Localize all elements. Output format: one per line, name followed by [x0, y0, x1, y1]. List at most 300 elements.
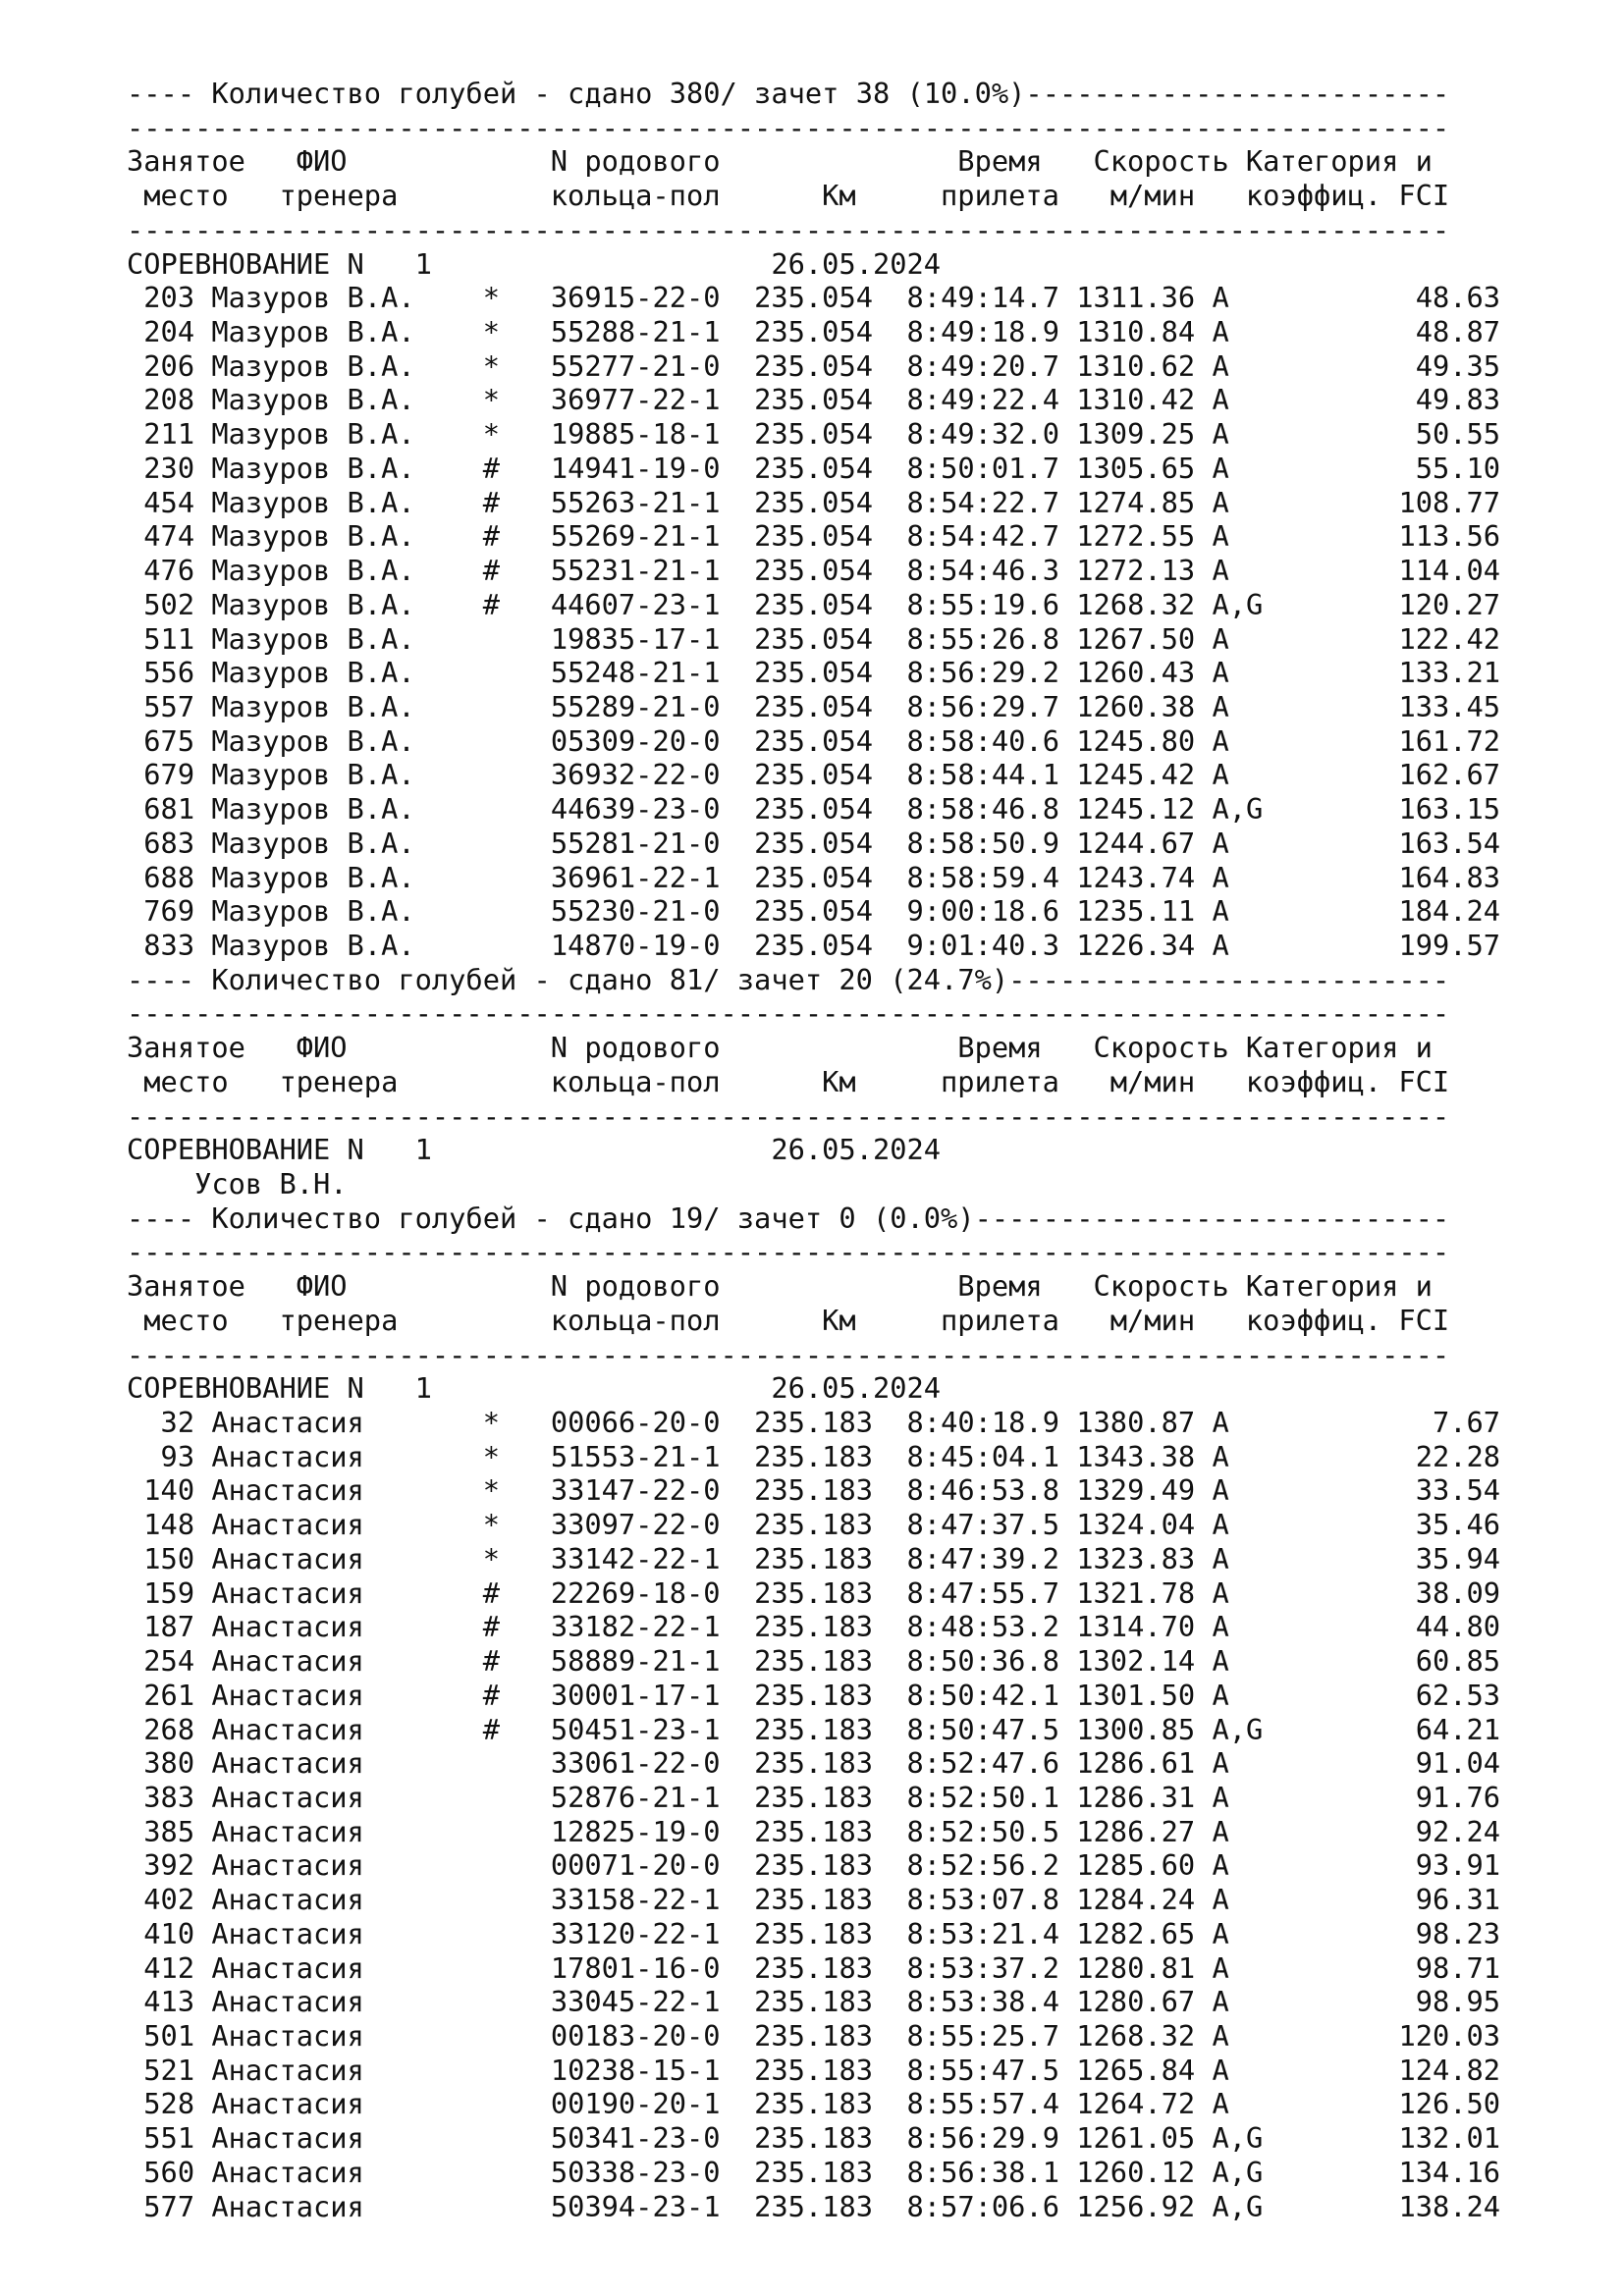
competition-date: 26.05.2024 — [771, 1133, 942, 1167]
arrival-time: 8:47:39.2 — [890, 1541, 1059, 1575]
arrival-time: 8:47:37.5 — [890, 1508, 1059, 1542]
category: A — [1212, 826, 1315, 860]
competition-line — [127, 247, 1500, 282]
mark: # — [482, 485, 551, 519]
speed: 1245.42 — [1076, 758, 1196, 792]
category: A — [1212, 1950, 1315, 1985]
ring-number: 55288-21-1 — [550, 315, 721, 349]
place: 148 — [127, 1508, 195, 1542]
mark: # — [482, 519, 551, 554]
mark: * — [482, 383, 551, 417]
arrival-time: 8:57:06.6 — [890, 2189, 1059, 2223]
speed: 1245.80 — [1076, 723, 1196, 758]
trainer-name: Мазуров В.А. — [211, 723, 483, 758]
fci-coefficient: 120.27 — [1314, 587, 1501, 621]
table-row — [127, 417, 1500, 452]
distance-km: 235.183 — [736, 2121, 873, 2156]
place: 159 — [127, 1575, 195, 1610]
ring-number: 33142-22-1 — [550, 1541, 721, 1575]
arrival-time: 8:50:47.5 — [890, 1712, 1059, 1746]
table-row — [127, 2190, 1500, 2224]
category: A — [1212, 1746, 1315, 1781]
place: 679 — [127, 758, 195, 792]
competition-line — [127, 1133, 1500, 1167]
table-row — [127, 383, 1500, 417]
distance-km: 235.183 — [736, 2155, 873, 2189]
arrival-time: 8:54:46.3 — [890, 554, 1059, 588]
competition-date: 26.05.2024 — [771, 1371, 942, 1406]
ring-number: 52876-21-1 — [550, 1780, 721, 1814]
fci-coefficient: 48.63 — [1314, 281, 1501, 315]
distance-km: 235.183 — [736, 1883, 873, 1917]
ring-number: 00066-20-0 — [550, 1406, 721, 1440]
distance-km: 235.183 — [736, 1916, 873, 1950]
fci-coefficient: 163.15 — [1314, 792, 1501, 827]
ring-number: 50341-23-0 — [550, 2121, 721, 2156]
arrival-time: 8:40:18.9 — [890, 1406, 1059, 1440]
category: A,G — [1212, 2189, 1315, 2223]
distance-km: 235.183 — [736, 1712, 873, 1746]
ring-number: 10238-15-1 — [550, 2053, 721, 2087]
table-row — [127, 894, 1500, 929]
table-row — [127, 1508, 1500, 1542]
table-row — [127, 1610, 1500, 1644]
distance-km: 235.054 — [736, 587, 873, 621]
distance-km: 235.054 — [736, 723, 873, 758]
category: A — [1212, 621, 1315, 656]
table-row — [127, 1746, 1500, 1781]
ring-number: 50394-23-1 — [550, 2189, 721, 2223]
mark — [483, 690, 551, 723]
table-row — [127, 2019, 1500, 2054]
counted-count: 20 — [839, 962, 873, 996]
arrival-time: 8:52:50.1 — [890, 1780, 1059, 1814]
summary-mid-label: / зачет — [703, 962, 839, 996]
summary-line: ---- Количество голубей - сдано 380/ зачет 38 (10.0%)------------------------- — [127, 77, 1450, 110]
table-row — [127, 315, 1500, 349]
table-row — [127, 1713, 1500, 1747]
trainer-name: Мазуров В.А. — [211, 451, 483, 485]
arrival-time: 8:52:47.6 — [890, 1746, 1059, 1781]
place: 383 — [127, 1780, 195, 1814]
fci-coefficient: 124.82 — [1314, 2053, 1501, 2087]
table-row — [127, 281, 1500, 315]
speed: 1260.43 — [1076, 656, 1196, 690]
arrival-time: 8:53:21.4 — [890, 1916, 1059, 1950]
separator-line: ------------------------------------------------------------------------------ — [127, 1337, 1450, 1371]
place: 560 — [127, 2155, 195, 2189]
column-headers-1: Занятое ФИО N родового Время Скорость Категория и — [127, 144, 1433, 179]
category: A — [1212, 281, 1315, 315]
distance-km: 235.054 — [736, 689, 873, 723]
table-row — [127, 1917, 1500, 1951]
arrival-time: 9:00:18.6 — [890, 894, 1059, 929]
trainer-name: Мазуров В.А. — [211, 348, 483, 383]
arrival-time: 8:58:59.4 — [890, 860, 1059, 894]
place: 681 — [127, 792, 195, 827]
arrival-time: 8:49:20.7 — [890, 348, 1059, 383]
place: 32 — [127, 1406, 195, 1440]
category: A — [1212, 894, 1315, 929]
mark — [483, 2156, 551, 2189]
arrival-time: 8:49:14.7 — [890, 281, 1059, 315]
fci-coefficient: 138.24 — [1314, 2189, 1501, 2223]
arrival-time: 8:54:42.7 — [890, 519, 1059, 554]
table-row — [127, 1781, 1500, 1815]
category: A — [1212, 451, 1315, 485]
mark: # — [482, 1644, 551, 1679]
speed: 1272.13 — [1076, 554, 1196, 588]
category: A — [1212, 1985, 1315, 2019]
category: A,G — [1212, 1712, 1315, 1746]
arrival-time: 8:47:55.7 — [890, 1575, 1059, 1610]
category: A — [1212, 1541, 1315, 1575]
speed: 1310.62 — [1076, 348, 1196, 383]
distance-km: 235.054 — [736, 894, 873, 929]
distance-km: 235.183 — [736, 1780, 873, 1814]
arrival-time: 8:55:19.6 — [890, 587, 1059, 621]
distance-km: 235.054 — [736, 656, 873, 690]
ring-number: 33158-22-1 — [550, 1883, 721, 1917]
mark — [483, 724, 551, 758]
ring-number: 33061-22-0 — [550, 1746, 721, 1781]
speed: 1260.38 — [1076, 689, 1196, 723]
trainer-name: Мазуров В.А. — [211, 689, 483, 723]
speed: 1321.78 — [1076, 1575, 1196, 1610]
fci-coefficient: 132.01 — [1314, 2121, 1501, 2156]
table-row — [127, 1644, 1500, 1679]
place: 474 — [127, 519, 195, 554]
fci-coefficient: 122.42 — [1314, 621, 1501, 656]
fci-coefficient: 98.95 — [1314, 1985, 1501, 2019]
competition-label: СОРЕВНОВАНИЕ N 1 — [127, 1371, 432, 1406]
ring-number: 44607-23-1 — [550, 587, 721, 621]
trainer-name: Анастасия — [211, 2189, 483, 2223]
ring-number: 33147-22-0 — [550, 1473, 721, 1508]
table-row — [127, 1883, 1500, 1917]
column-header-line-2 — [127, 1065, 1500, 1099]
distance-km: 235.183 — [736, 1644, 873, 1679]
category: A — [1212, 519, 1315, 554]
speed: 1301.50 — [1076, 1678, 1196, 1712]
ring-number: 30001-17-1 — [550, 1678, 721, 1712]
distance-km: 235.183 — [736, 1746, 873, 1781]
arrival-time: 8:49:18.9 — [890, 315, 1059, 349]
fci-coefficient: 33.54 — [1314, 1473, 1501, 1508]
speed: 1310.42 — [1076, 383, 1196, 417]
place: 833 — [127, 928, 195, 962]
ring-number: 00190-20-1 — [550, 2087, 721, 2121]
ring-number: 50338-23-0 — [550, 2155, 721, 2189]
speed: 1256.92 — [1076, 2189, 1196, 2223]
arrival-time: 8:45:04.1 — [890, 1439, 1059, 1473]
trainer-name: Анастасия — [211, 1473, 483, 1508]
place: 577 — [127, 2189, 195, 2223]
trainer-name: Анастасия — [211, 1746, 483, 1781]
sent-count: 380 — [669, 77, 721, 110]
speed: 1280.67 — [1076, 1985, 1196, 2019]
mark: # — [482, 1610, 551, 1644]
trainer-name: Анастасия — [211, 1610, 483, 1644]
arrival-time: 8:46:53.8 — [890, 1473, 1059, 1508]
separator-line: ------------------------------------------------------------------------------ — [127, 996, 1450, 1031]
distance-km: 235.054 — [736, 451, 873, 485]
mark — [483, 2087, 551, 2120]
category: A — [1212, 1916, 1315, 1950]
mark: * — [482, 1541, 551, 1575]
fci-coefficient: 91.76 — [1314, 1780, 1501, 1814]
distance-km: 235.183 — [736, 1814, 873, 1848]
speed: 1274.85 — [1076, 485, 1196, 519]
category: A — [1212, 1439, 1315, 1473]
table-row — [127, 588, 1500, 622]
speed: 1264.72 — [1076, 2087, 1196, 2121]
ring-number: 33097-22-0 — [550, 1508, 721, 1542]
trainer-name: Анастасия — [211, 2155, 483, 2189]
speed: 1314.70 — [1076, 1610, 1196, 1644]
distance-km: 235.183 — [736, 1610, 873, 1644]
mark: * — [482, 281, 551, 315]
place: 93 — [127, 1439, 195, 1473]
column-header-line-2 — [127, 179, 1500, 213]
category: A,G — [1212, 792, 1315, 827]
distance-km: 235.183 — [736, 2189, 873, 2223]
speed: 1268.32 — [1076, 2018, 1196, 2053]
speed: 1285.60 — [1076, 1848, 1196, 1883]
mark — [483, 1746, 551, 1780]
competition-label: СОРЕВНОВАНИЕ N 1 — [127, 1133, 432, 1167]
mark — [483, 622, 551, 656]
place: 675 — [127, 723, 195, 758]
fci-coefficient: 98.71 — [1314, 1950, 1501, 1985]
category: A — [1212, 2087, 1315, 2121]
counted-percent: (24.7%) — [890, 962, 1009, 996]
place: 402 — [127, 1883, 195, 1917]
trainer-name: Мазуров В.А. — [211, 894, 483, 929]
speed: 1244.67 — [1076, 826, 1196, 860]
speed: 1226.34 — [1076, 928, 1196, 962]
ring-number: 36961-22-1 — [550, 860, 721, 894]
trainer-name: Усов В.Н. — [194, 1167, 348, 1201]
arrival-time: 8:48:53.2 — [890, 1610, 1059, 1644]
column-header-line-1 — [127, 1269, 1500, 1304]
place: 187 — [127, 1610, 195, 1644]
place: 557 — [127, 689, 195, 723]
arrival-time: 8:50:36.8 — [890, 1644, 1059, 1679]
arrival-time: 8:53:38.4 — [890, 1985, 1059, 2019]
arrival-time: 8:58:40.6 — [890, 723, 1059, 758]
ring-number: 58889-21-1 — [550, 1644, 721, 1679]
table-row — [127, 1815, 1500, 1849]
place: 476 — [127, 554, 195, 588]
table-row — [127, 1679, 1500, 1713]
category: A — [1212, 1814, 1315, 1848]
mark — [483, 929, 551, 962]
ring-number: 17801-16-0 — [550, 1950, 721, 1985]
ring-number: 33045-22-1 — [550, 1985, 721, 2019]
category: A — [1212, 1610, 1315, 1644]
ring-number: 36915-22-0 — [550, 281, 721, 315]
ring-number: 05309-20-0 — [550, 723, 721, 758]
distance-km: 235.183 — [736, 1950, 873, 1985]
distance-km: 235.183 — [736, 1575, 873, 1610]
ring-number: 14870-19-0 — [550, 928, 721, 962]
speed: 1310.84 — [1076, 315, 1196, 349]
distance-km: 235.054 — [736, 519, 873, 554]
place: 769 — [127, 894, 195, 929]
ring-number: 55230-21-0 — [550, 894, 721, 929]
counted-percent: (0.0%) — [872, 1201, 975, 1235]
counted-count: 0 — [839, 1201, 856, 1235]
distance-km: 235.183 — [736, 1985, 873, 2019]
fci-coefficient: 164.83 — [1314, 860, 1501, 894]
column-headers-1: Занятое ФИО N родового Время Скорость Категория и — [127, 1031, 1433, 1065]
trainer-name: Анастасия — [211, 1985, 483, 2019]
table-row — [127, 1985, 1500, 2019]
category: A,G — [1212, 587, 1315, 621]
place: 521 — [127, 2053, 195, 2087]
mark — [483, 1781, 551, 1814]
trainer-name: Мазуров В.А. — [211, 656, 483, 690]
table-row — [127, 792, 1500, 827]
fci-coefficient: 64.21 — [1314, 1712, 1501, 1746]
ring-number: 50451-23-1 — [550, 1712, 721, 1746]
mark — [483, 1883, 551, 1916]
summary-label: ---- Количество голубей - сдано — [127, 962, 670, 996]
trainer-name: Мазуров В.А. — [211, 587, 483, 621]
ring-number: 14941-19-0 — [550, 451, 721, 485]
speed: 1324.04 — [1076, 1508, 1196, 1542]
fci-coefficient: 35.46 — [1314, 1508, 1501, 1542]
trainer-name: Анастасия — [211, 1848, 483, 1883]
arrival-time: 8:52:50.5 — [890, 1814, 1059, 1848]
ring-number: 44639-23-0 — [550, 792, 721, 827]
fci-coefficient: 161.72 — [1314, 723, 1501, 758]
arrival-time: 8:50:42.1 — [890, 1678, 1059, 1712]
mark — [483, 1985, 551, 2018]
fci-coefficient: 92.24 — [1314, 1814, 1501, 1848]
trainer-name: Мазуров В.А. — [211, 383, 483, 417]
place: 683 — [127, 826, 195, 860]
distance-km: 235.183 — [736, 1678, 873, 1712]
table-row — [127, 622, 1500, 657]
mark — [483, 1917, 551, 1950]
trainer-name: Мазуров В.А. — [211, 554, 483, 588]
fci-coefficient: 162.67 — [1314, 758, 1501, 792]
mark: * — [482, 1473, 551, 1508]
summary-line: ---- Количество голубей - сдано 19/ зачет 0 (0.0%)---------------------------- — [127, 1201, 1450, 1235]
category: A — [1212, 1848, 1315, 1883]
mark — [483, 758, 551, 791]
arrival-time: 8:53:37.2 — [890, 1950, 1059, 1985]
fci-coefficient: 60.85 — [1314, 1644, 1501, 1679]
competition-line — [127, 1371, 1500, 1406]
mark — [483, 1848, 551, 1882]
speed: 1268.32 — [1076, 587, 1196, 621]
fci-coefficient: 114.04 — [1314, 554, 1501, 588]
table-row — [127, 1440, 1500, 1474]
table-row — [127, 861, 1500, 895]
table-row — [127, 554, 1500, 588]
mark — [483, 2054, 551, 2087]
ring-number: 36932-22-0 — [550, 758, 721, 792]
ring-number: 36977-22-1 — [550, 383, 721, 417]
distance-km: 235.054 — [736, 826, 873, 860]
mark — [483, 827, 551, 860]
trainer-name: Анастасия — [211, 1508, 483, 1542]
arrival-time: 8:56:29.7 — [890, 689, 1059, 723]
arrival-time: 8:55:57.4 — [890, 2087, 1059, 2121]
place: 204 — [127, 315, 195, 349]
table-row — [127, 1951, 1500, 1986]
mark: * — [482, 348, 551, 383]
speed: 1329.49 — [1076, 1473, 1196, 1508]
table-row — [127, 690, 1500, 724]
trainer-name: Мазуров В.А. — [211, 826, 483, 860]
category: A,G — [1212, 2155, 1315, 2189]
distance-km: 235.054 — [736, 485, 873, 519]
place: 385 — [127, 1814, 195, 1848]
place: 412 — [127, 1950, 195, 1985]
distance-km: 235.054 — [736, 281, 873, 315]
trainer-name: Мазуров В.А. — [211, 758, 483, 792]
arrival-time: 8:55:26.8 — [890, 621, 1059, 656]
place: 150 — [127, 1541, 195, 1575]
distance-km: 235.183 — [736, 1541, 873, 1575]
fci-coefficient: 48.87 — [1314, 315, 1501, 349]
mark: # — [482, 1678, 551, 1712]
mark: * — [482, 315, 551, 349]
table-row — [127, 519, 1500, 554]
speed: 1267.50 — [1076, 621, 1196, 656]
arrival-time: 8:49:32.0 — [890, 417, 1059, 452]
fci-coefficient: 49.83 — [1314, 383, 1501, 417]
mark — [483, 2121, 551, 2155]
fci-coefficient: 55.10 — [1314, 451, 1501, 485]
fci-coefficient: 35.94 — [1314, 1541, 1501, 1575]
place: 502 — [127, 587, 195, 621]
trainer-name: Анастасия — [211, 1780, 483, 1814]
trainer-name: Мазуров В.А. — [211, 315, 483, 349]
table-row — [127, 827, 1500, 861]
speed: 1235.11 — [1076, 894, 1196, 929]
distance-km: 235.054 — [736, 383, 873, 417]
place: 551 — [127, 2121, 195, 2156]
mark: * — [482, 1508, 551, 1542]
place: 528 — [127, 2087, 195, 2121]
place: 413 — [127, 1985, 195, 2019]
trainer-name: Анастасия — [211, 1678, 483, 1712]
mark: # — [482, 1575, 551, 1610]
arrival-time: 8:56:38.1 — [890, 2155, 1059, 2189]
table-row — [127, 758, 1500, 792]
mark: # — [482, 587, 551, 621]
category: A — [1212, 723, 1315, 758]
ring-number: 22269-18-0 — [550, 1575, 721, 1610]
mark: # — [482, 451, 551, 485]
category: A — [1212, 1473, 1315, 1508]
ring-number: 19885-18-1 — [550, 417, 721, 452]
fci-coefficient: 38.09 — [1314, 1575, 1501, 1610]
speed: 1265.84 — [1076, 2053, 1196, 2087]
arrival-time: 8:56:29.2 — [890, 656, 1059, 690]
mark: # — [482, 1712, 551, 1746]
trainer-name: Мазуров В.А. — [211, 417, 483, 452]
speed: 1243.74 — [1076, 860, 1196, 894]
fci-coefficient: 126.50 — [1314, 2087, 1501, 2121]
category: A — [1212, 1644, 1315, 1679]
table-row — [127, 724, 1500, 759]
